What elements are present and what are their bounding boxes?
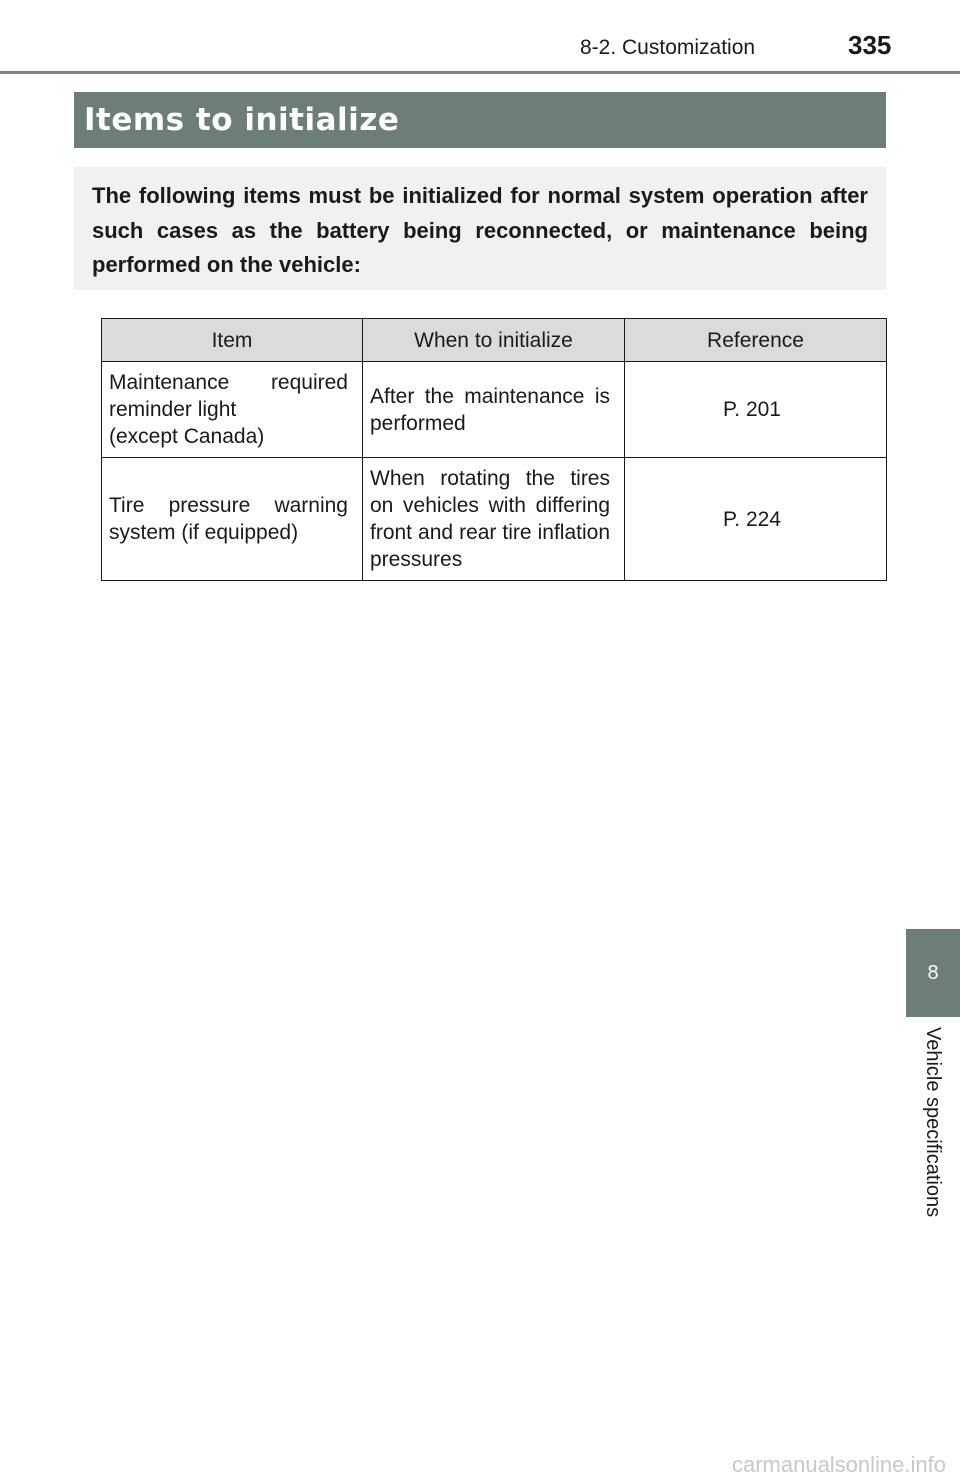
item-cell [102,362,363,458]
chapter-label-wrap [906,1027,960,1267]
column-header-when: When to initialize [363,319,625,362]
column-header-item: Item [102,319,363,362]
reference-cell[interactable]: P. 201 [625,362,887,458]
when-cell: When rotating the tires on vehicles with differing front and rear tire inflation pressures [363,458,625,581]
item-text: Maintenance required reminder light [109,371,348,421]
chapter-tab[interactable] [906,929,960,1017]
chapter-label: Vehicle specifications [922,1027,944,1218]
chapter-number: 8 [927,961,939,984]
initialize-table [101,318,887,581]
table-header-row [102,319,887,362]
item-text: Tire pressure warning system (if equipped) [109,494,348,544]
intro-box [74,167,886,290]
when-cell: After the maintenance is performed [363,362,625,458]
section-breadcrumb: 8-2. Customization [580,36,756,59]
reference-cell[interactable]: P. 224 [625,458,887,581]
header-divider [0,71,960,74]
watermark: carmanualsonline.info [731,1452,946,1477]
item-cell [102,458,363,581]
section-title: Items to initialize [84,102,400,138]
column-header-reference: Reference [625,319,887,362]
table-row [102,362,887,458]
section-title-bar [74,92,886,148]
page-number: 335 [848,30,892,60]
item-note: (except Canada) [109,425,265,448]
intro-text: The following items must be initialized for normal system operation after such cases as the battery being reconnected, or maintenance being performed on the vehicle: [92,183,868,277]
table-row [102,458,887,581]
